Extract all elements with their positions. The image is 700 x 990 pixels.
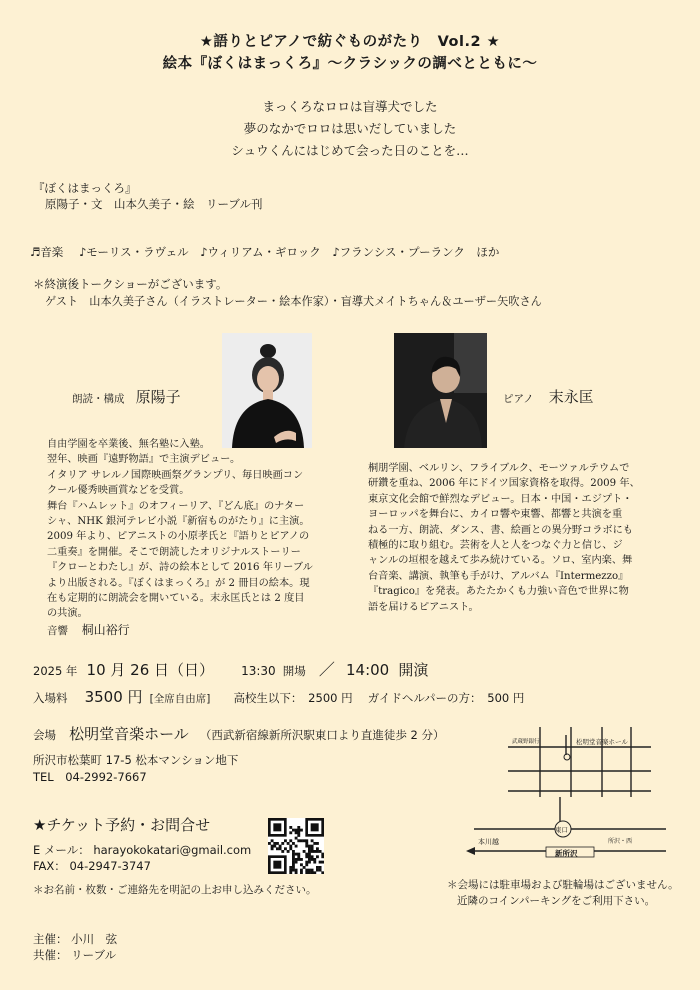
organizer-host: 主催： 小川 弦 <box>33 932 118 946</box>
venue-row <box>33 723 445 744</box>
book-credits: 原陽子・文 山本久美子・絵 リーブル刊 <box>45 197 263 211</box>
bio-line: 東京文化会館で鮮烈なデビュー。日本・中国・エジプト・ <box>368 493 633 505</box>
venue-name: 松明堂音楽ホール <box>69 725 189 743</box>
venue-tel: TEL 04-2992-7667 <box>33 770 147 784</box>
bio-line: 二重奏』を開催。そこで朗読したオリジナルストーリー <box>47 546 301 558</box>
bio-line: ャンルの垣根を越えて歩み続けている。ソロ、室内楽、舞 <box>368 555 633 567</box>
bio-line: イタリア サレルノ国際映画祭グランプリ、毎日映画コン <box>47 469 304 481</box>
qr-code-icon <box>268 818 324 874</box>
price-helper: ガイドヘルパーの方： 500 円 <box>367 691 525 705</box>
talk-line-1: ＊終演後トークショーがございます。 <box>33 277 228 291</box>
price-amount: 3500 円 <box>84 688 143 706</box>
ticket-fax: FAX： 04-2947-3747 <box>33 859 151 873</box>
bio-line: クール優秀映画賞などを受賞。 <box>47 485 190 497</box>
event-year: 2025 年 <box>33 664 78 678</box>
performer1-photo <box>222 333 312 448</box>
intro-line: 夢のなかでロロは思いだしていました <box>243 121 457 136</box>
sound-credit <box>47 621 130 638</box>
price-student: 高校生以下： 2500 円 <box>233 691 353 705</box>
performer2-portrait-icon <box>394 333 487 448</box>
music-label: 音楽 <box>40 245 64 259</box>
event-datetime <box>33 657 428 680</box>
performer1-role: 朗読・構成 <box>72 393 125 405</box>
bio-line: 語を届けるピアニスト。 <box>368 601 479 613</box>
bio-line: 翌年、映画『遠野物語』で主演デビュー。 <box>47 454 241 466</box>
bio-line: 研鑽を重ね、2006 年にドイツ国家資格を取得。2009 年、 <box>368 478 640 490</box>
performer1-label <box>72 386 181 407</box>
bio-line: 桐朋学園、ベルリン、フライブルク、モーツァルテウムで <box>368 463 630 474</box>
venue-address: 所沢市松葉町 17-5 松本マンション地下 <box>33 753 239 767</box>
ticket-note: ＊お名前・枚数・ご連絡先を明記の上お申し込みください。 <box>33 884 317 896</box>
ticket-heading: ★チケット予約・お問合せ <box>33 816 211 834</box>
bio-line: 在も定期的に朗読会を開いている。末永匡氏とは 2 度目 <box>47 593 305 605</box>
bio-line: より出版される。『ぼくはまっくろ』が 2 冊目の絵本。現 <box>47 577 310 589</box>
event-open-label: 開場 <box>282 664 306 678</box>
qr-code[interactable] <box>268 818 324 874</box>
map-hall-label: 松明堂音楽ホール <box>576 738 628 746</box>
access-map <box>466 725 671 860</box>
event-date: 10 月 26 日（日） <box>86 661 215 679</box>
music-composers: ♪モーリス・ラヴェル ♪ウィリアム・ギロック ♪フランシス・プーランク ほか <box>78 245 500 259</box>
price-note: [全席自由席] <box>149 693 211 705</box>
price-row <box>33 686 524 707</box>
intro-line: まっくろなロロは盲導犬でした <box>262 99 438 114</box>
performer1-portrait-icon <box>222 333 312 448</box>
performer1-bio <box>47 437 337 622</box>
map-east-label: 所沢・西 <box>608 838 633 845</box>
bio-line: の共演。 <box>47 608 88 620</box>
price-label: 入場料 <box>33 691 68 705</box>
bio-line: 台音楽、講演、執筆も手がけ、アルバム『Intermezzo』 <box>368 570 629 582</box>
title-line-2: 絵本『ぼくはまっくろ』〜クラシックの調べとともに〜 <box>162 56 538 72</box>
parking-line-2: 近隣のコインパーキングをご利用下さい。 <box>457 895 656 907</box>
event-open-time: 13:30 <box>241 664 276 678</box>
bio-line: 自由学園を卒業後、無名塾に入塾。 <box>47 439 210 450</box>
sound-label: 音響 <box>47 625 68 637</box>
music-row <box>30 244 499 260</box>
intro-text <box>0 96 700 162</box>
event-start-time: 14:00 <box>346 661 390 679</box>
organizer-cohost: 共催： リーブル <box>33 948 117 962</box>
event-start-label: 開演 <box>398 661 429 679</box>
ticket-email[interactable]: E メール： harayokokatari@gmail.com <box>33 843 252 857</box>
sound-name: 桐山裕行 <box>81 623 130 637</box>
performer2-role: ピアノ <box>503 393 534 405</box>
venue-access: （西武新宿線新所沢駅東口より直進徒歩 2 分） <box>199 728 445 742</box>
venue-label: 会場 <box>33 728 56 742</box>
map-bank-label: 武蔵野銀行 <box>512 739 540 745</box>
bio-line: ヨーロッパを舞台に、カイロ響や東響、都響と共演を重 <box>368 509 623 521</box>
bio-line: 積極的に取り組む。芸術を人と人をつなぐ力と信じ、ジ <box>368 540 623 552</box>
talk-line-2: ゲスト 山本久美子さん（イラストレーター・絵本作家）・盲導犬メイトちゃん＆ユーザー矢吹さん <box>45 295 542 308</box>
map-exit-label: 東口 <box>555 826 568 834</box>
bio-line: 舞台『ハムレット』のオフィーリア、『どん底』のナター <box>47 500 305 512</box>
bio-line: シャ、NHK 銀河テレビ小説『新宿ものがたり』に主演。 <box>47 516 310 528</box>
performer2-name: 末永匡 <box>548 388 594 406</box>
performer2-label <box>503 386 594 407</box>
book-title: 『ぼくはまっくろ』 <box>33 181 137 195</box>
map-west-label: 本川越 <box>478 838 499 846</box>
map-station-label: 新所沢 <box>555 849 578 858</box>
bio-line: 『tragico』を発表。あたたかくも力強い音色で世界に物 <box>368 586 629 598</box>
parking-line-1: ＊会場には駐車場および駐輪場はございません。 <box>447 879 679 891</box>
event-separator: ／ <box>318 660 335 679</box>
performer1-name: 原陽子 <box>135 388 181 406</box>
music-note-icon: ♬ <box>30 245 41 259</box>
bio-line: 2009 年より、ピアニストの小原孝氏と『語りとピアノの <box>47 531 310 543</box>
bio-line: ねる一方、朗読、ダンス、書、絵画との異分野コラボにも <box>368 524 633 536</box>
performer2-photo <box>394 333 487 448</box>
intro-line: シュウくんにはじめて会った日のことを… <box>231 143 469 158</box>
performer2-bio <box>368 461 668 615</box>
bio-line: 『クローとわたし』が、詩の絵本として 2016 年リーブル <box>47 562 313 574</box>
title-line-1: ★語りとピアノで紡ぐものがたり Vol.2 ★ <box>199 34 501 50</box>
